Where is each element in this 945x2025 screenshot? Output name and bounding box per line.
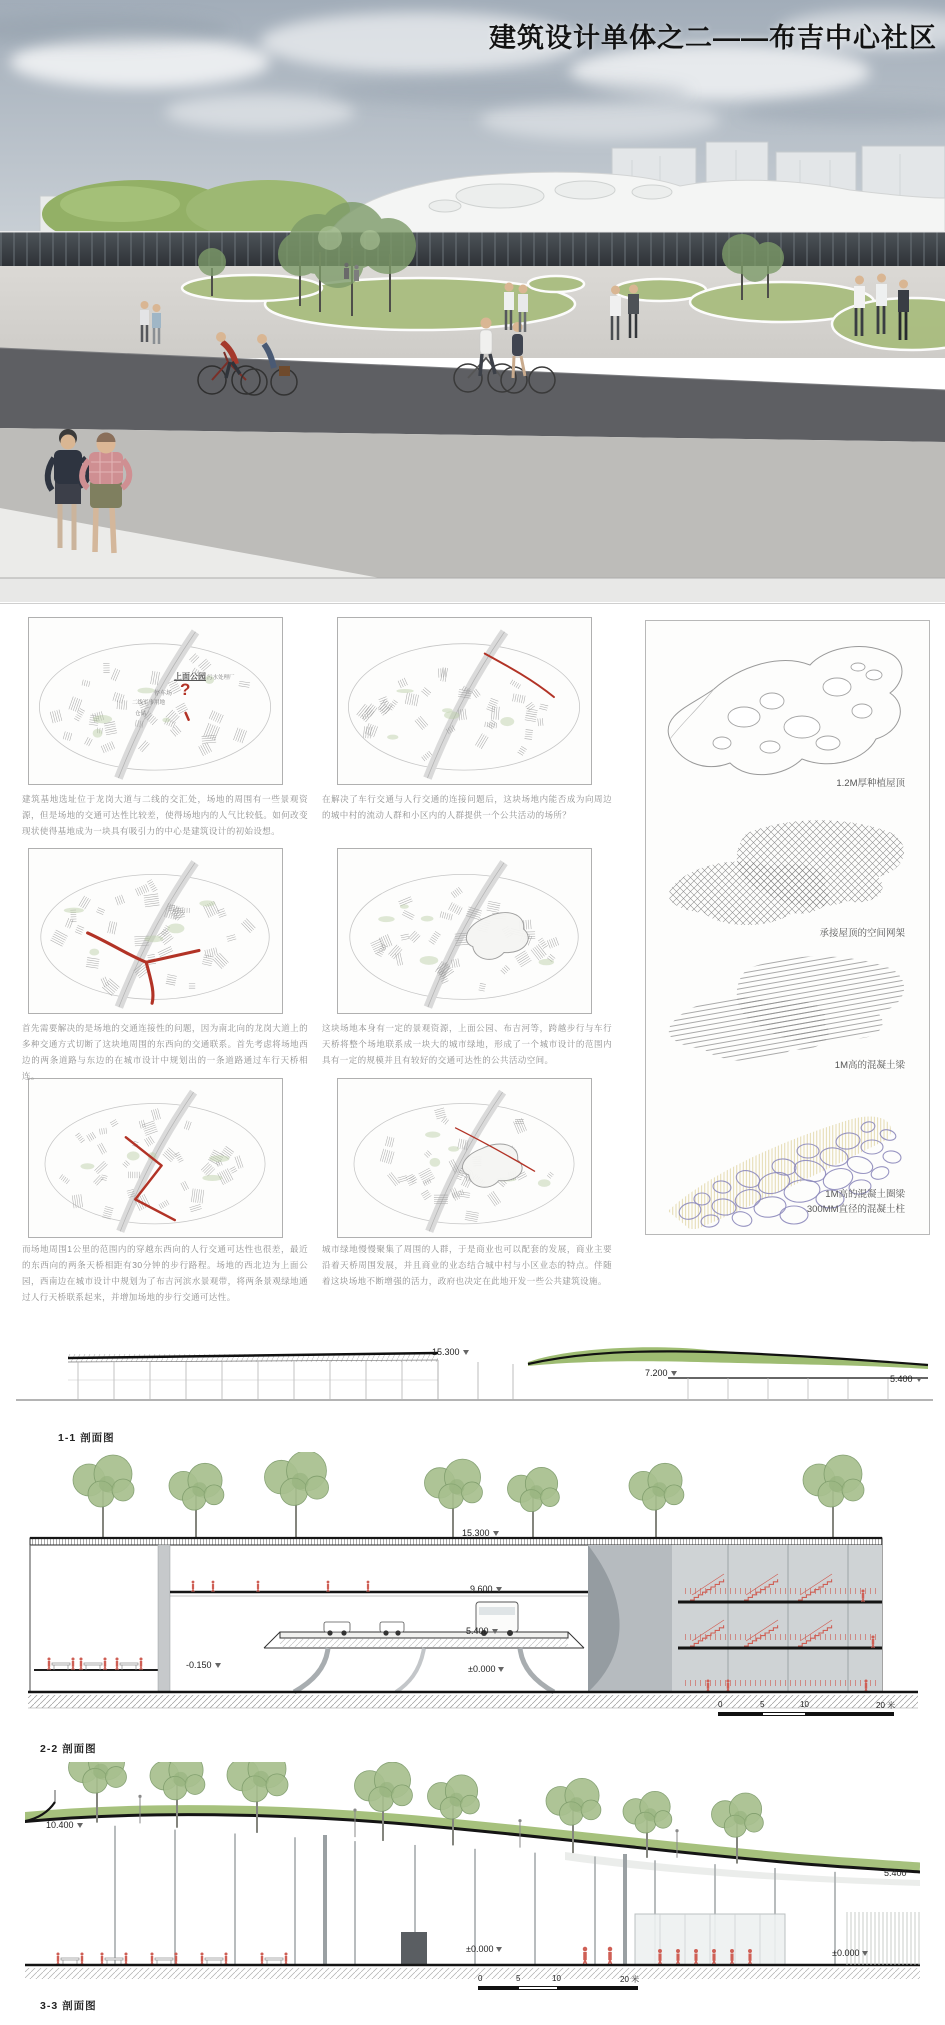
- site-diagram-1: [28, 617, 283, 785]
- s11-level-neg0150: -0.150: [186, 1660, 221, 1670]
- scale-tick: 10: [552, 1974, 561, 1983]
- map-label-warehouse: 仓储: [135, 711, 147, 717]
- layer-beams-art: [652, 951, 924, 1071]
- level-marker-icon: [77, 1823, 83, 1828]
- diagram-caption-4: 这块场地本身有一定的景观资源，上面公园、布吉河等，跨越步行与车行天桥将整个场地联系成一块大的城市绿地，形成了一个城市设计的范围内具有一定的规模并且有较好的交通可达性的公共活动空间。: [322, 1023, 612, 1066]
- diagram-caption-1: 建筑基地选址位于龙岗大道与二线的交汇处，场地的周围有一些景观资源，但是场地的交通可达性比较差，使得场地内的人气比较低。如何改变现状使得基地成为一块具有吸引力的中心是建筑设计的初始设想。: [22, 794, 308, 837]
- site-diagram-4: [337, 848, 592, 1014]
- level-marker-icon: [496, 1587, 502, 1592]
- s11-level-15300: 15.300: [462, 1528, 499, 1538]
- section-2-2-art: [25, 1762, 920, 1992]
- level-marker-icon: [671, 1371, 677, 1376]
- level-marker-icon: [215, 1663, 221, 1668]
- diagram-caption-6: 城市绿地慢慢聚集了周围的人群，于是商业也可以配套的发展，商业主要沿着天桥周围发展，并且商业的业态结合城中村与小区业态的特点。伴随着这块场地不断增强的活力，政府也决定在此地开发一些公共建筑设施。: [322, 1244, 612, 1287]
- s22-level-0000-b: ±0.000: [832, 1948, 868, 1958]
- s22-level-5400: 5.400: [884, 1868, 907, 1878]
- page-title: 建筑设计单体之二——布吉中心社区: [489, 23, 937, 53]
- site-diagram-5-art: [29, 1079, 282, 1237]
- section-3-3-title: 3-3 剖面图: [40, 2000, 97, 2012]
- layer-label-spaceframe: 承接屋顶的空间网架: [819, 928, 905, 939]
- map-label-park: 上面公园: [174, 672, 206, 681]
- dark-walkway-band: [0, 348, 945, 442]
- s22-level-0000-a: ±0.000: [466, 1944, 502, 1954]
- scale-tick: 5: [760, 1700, 765, 1709]
- scale-tick: 10: [800, 1700, 809, 1709]
- s11-level-5400: 5.400: [466, 1626, 498, 1636]
- elevation-level-15300: 15.300: [432, 1347, 469, 1357]
- overall-elevation-art: [8, 1338, 938, 1413]
- map-label-sewage-plant: 污水处理厂: [207, 675, 235, 681]
- bottom-curb: [0, 578, 945, 602]
- diagram-caption-2: 在解决了车行交通与人行交通的连接问题后，这块场地内能否成为向周边的城中村的流动人群和小区内的人群提供一个公共活动的场所？: [322, 794, 612, 821]
- layer-label-beams: 1M高的混凝土梁: [834, 1060, 905, 1071]
- level-marker-icon: [862, 1951, 868, 1956]
- level-marker-icon: [492, 1629, 498, 1634]
- site-diagram-2: [337, 617, 592, 785]
- site-diagram-2-art: [338, 618, 591, 784]
- s22-level-10400: 10.400: [46, 1820, 83, 1830]
- scale-tick: 0: [718, 1700, 723, 1709]
- section-divider: [0, 603, 945, 604]
- site-diagram-5: [28, 1078, 283, 1238]
- scale-tick: 20 米: [876, 1701, 896, 1710]
- site-diagram-6-art: [338, 1079, 591, 1237]
- layer-label-roof: 1.2M厚种植屋顶: [836, 778, 905, 789]
- diagram-caption-5: 而场地周围1公里的范围内的穿越东西向的人行交通可达性也很差，最近的东西向的两条天桥相距有30分钟的步行路程。场地的西北边为上面公园，西南边在城市设计中规划为了布吉河滨水景观带，将两条景观绿地通过人行天桥联系起来，并增加场地的步行交通可达性。: [22, 1244, 308, 1303]
- s11-level-9600: 9.600: [470, 1584, 502, 1594]
- site-diagram-4-art: [338, 849, 591, 1013]
- scale-bar-1: [718, 1700, 898, 1722]
- map-label-military: 二线军事用地: [132, 700, 166, 706]
- level-marker-icon: [463, 1350, 469, 1355]
- door: [401, 1932, 427, 1965]
- glazing-mullions: [0, 232, 945, 266]
- layer-label-ringbeam: 1M高的混凝土圈梁: [825, 1189, 905, 1200]
- s11-level-0000: ±0.000: [468, 1664, 504, 1674]
- question-mark-label: ?: [180, 680, 191, 699]
- map-label-parking: 停车场: [154, 691, 173, 697]
- scale-tick: 5: [516, 1974, 521, 1983]
- layer-label-columns: 300MM直径的混凝土柱: [806, 1204, 905, 1215]
- layer-roof-art: [652, 631, 924, 791]
- hero-art: [0, 0, 945, 602]
- elevation-level-7200: 7.200: [645, 1368, 677, 1378]
- diagram-caption-3: 首先需要解决的是场地的交通连接性的问题，因为南北向的龙岗大道上的多种交通方式切断了这块地周围的东西向的交通联系。首先考虑将场地西边的两条道路与东边的在城市设计中规划出的一条道路通过车行天桥相连。: [22, 1023, 308, 1082]
- scale-tick: 20 米: [620, 1975, 640, 1984]
- level-marker-icon: [498, 1667, 504, 1672]
- layer-spaceframe-art: [652, 811, 924, 939]
- section-1-1-art: [28, 1452, 918, 1714]
- level-marker-icon: [916, 1377, 922, 1382]
- section-trees: [73, 1452, 864, 1538]
- site-diagram-6: [337, 1078, 592, 1238]
- level-marker-icon: [493, 1531, 499, 1536]
- scale-tick: 0: [478, 1974, 483, 1983]
- hero-rendering: [0, 0, 945, 602]
- elevation-level-5400: 5.400: [890, 1374, 922, 1384]
- section-2-2-title: 2-2 剖面图: [40, 1743, 97, 1755]
- roof-edge-line: [0, 231, 945, 233]
- scale-bar-2: [478, 1974, 642, 1996]
- section-1-1-title: 1-1 剖面图: [58, 1432, 115, 1444]
- site-diagram-3-art: [29, 849, 282, 1013]
- site-diagram-3: [28, 848, 283, 1014]
- level-marker-icon: [496, 1947, 502, 1952]
